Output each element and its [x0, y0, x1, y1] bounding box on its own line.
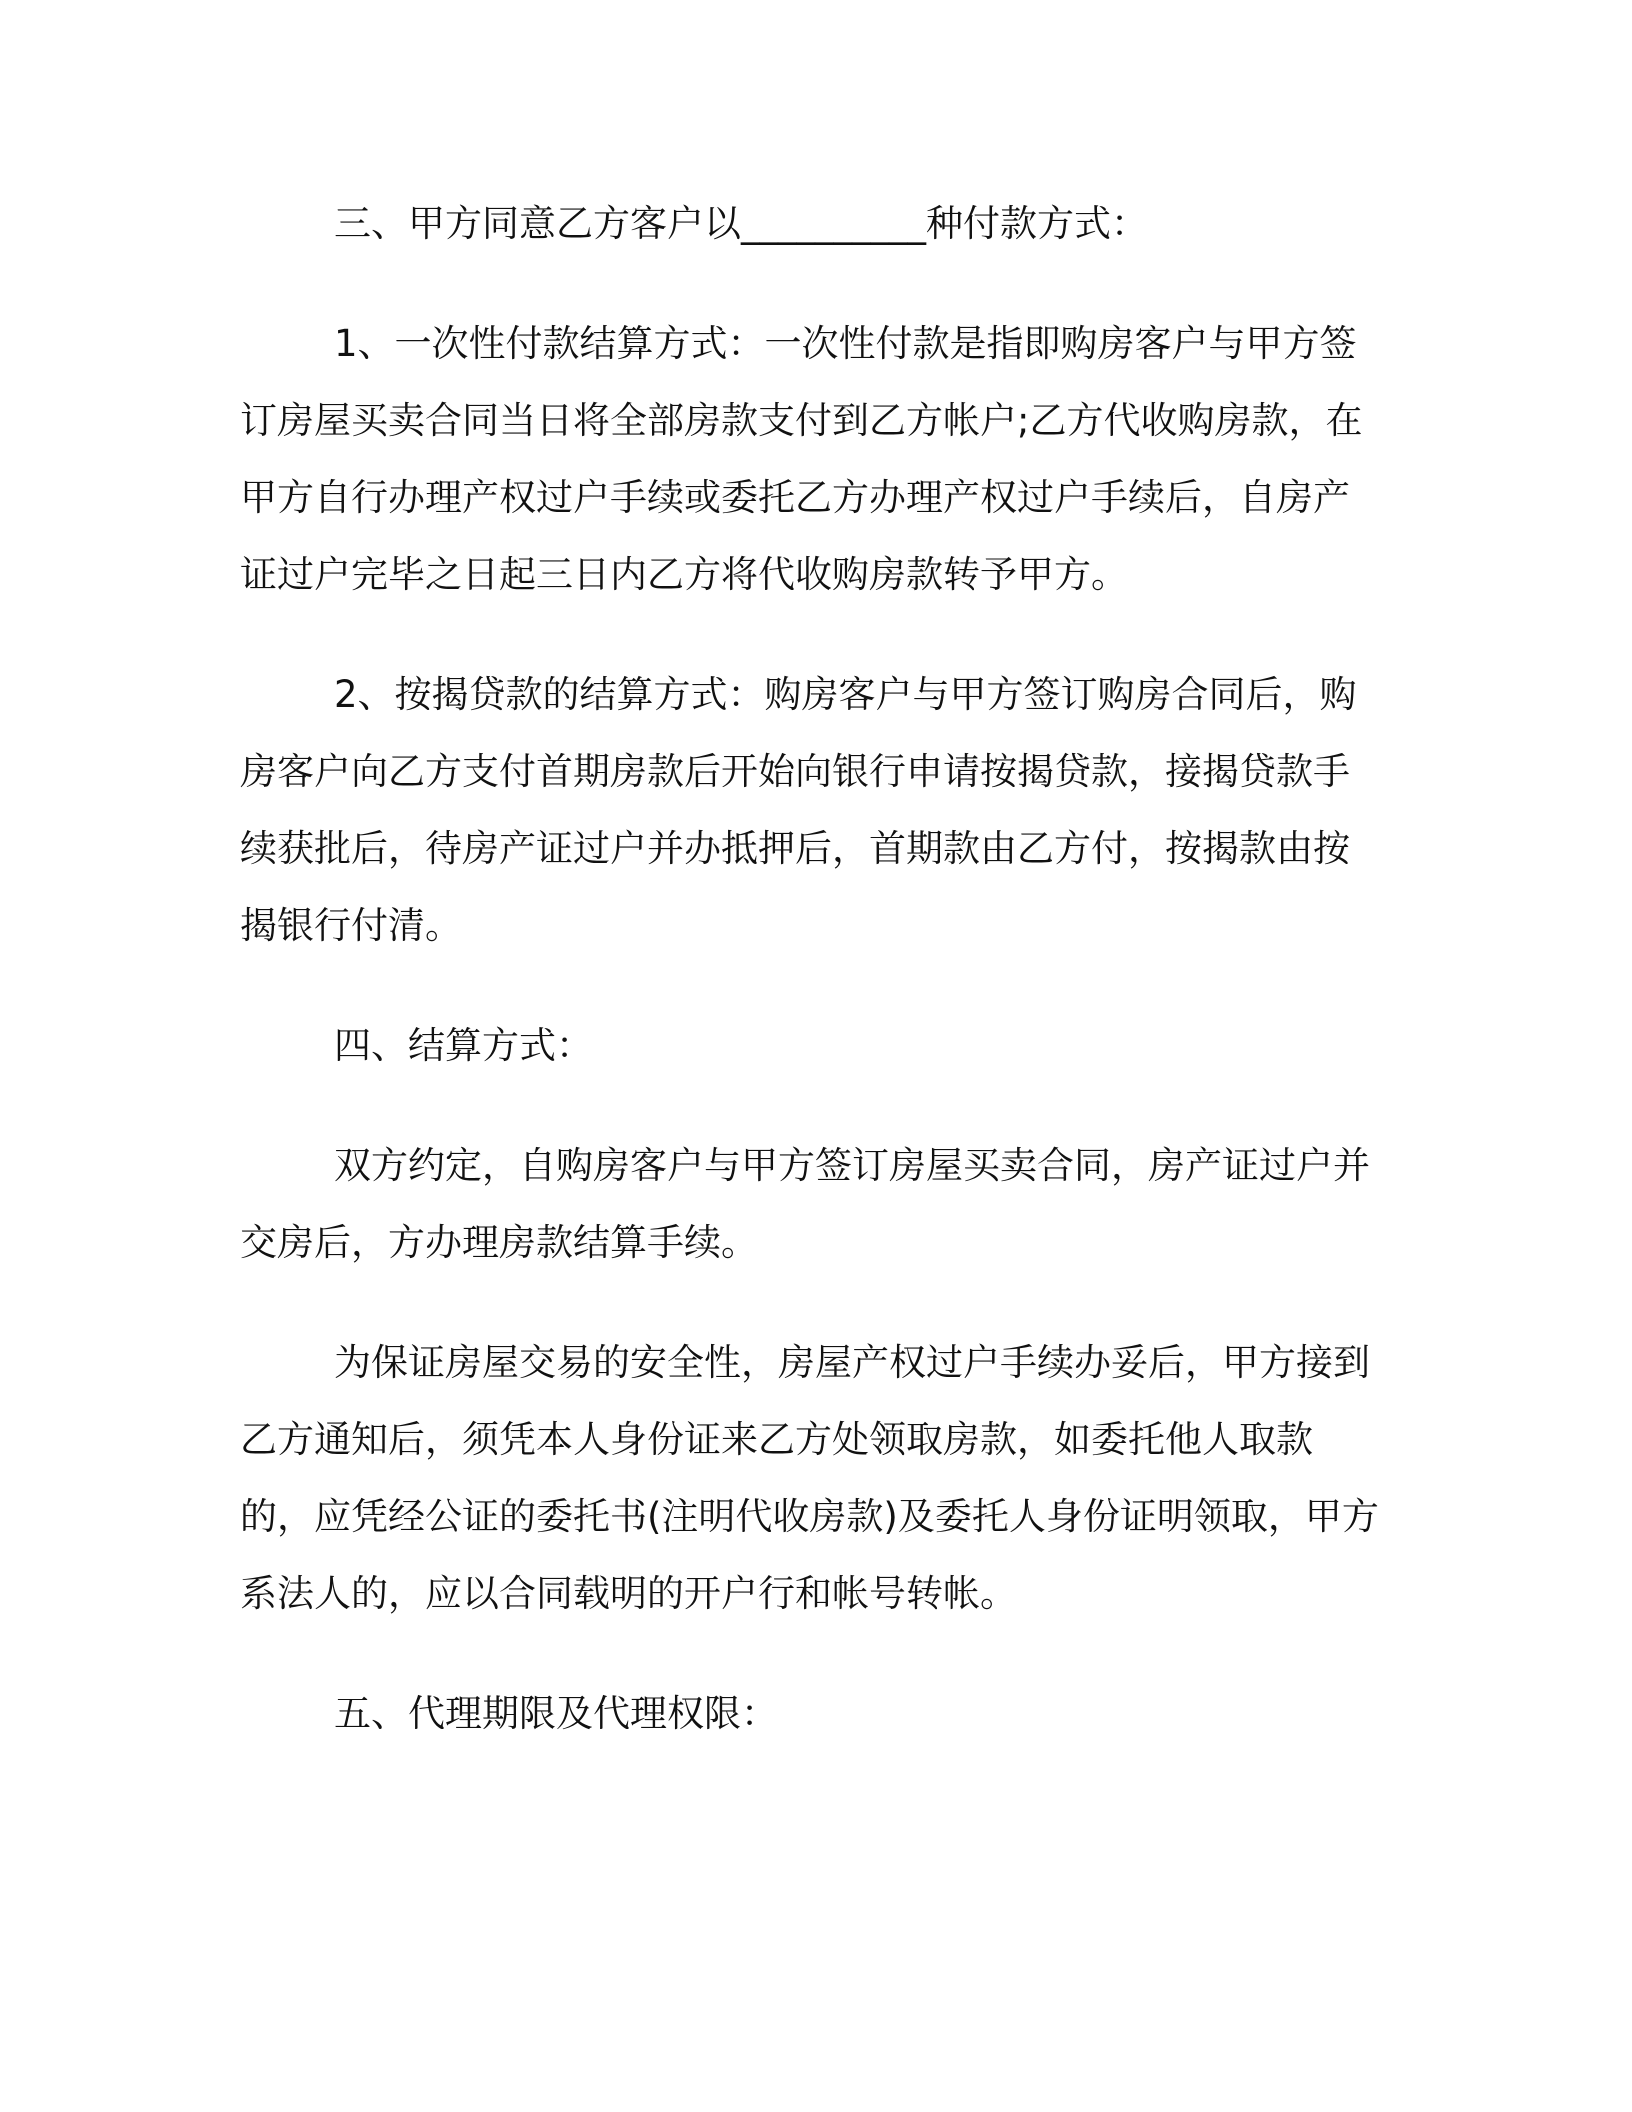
section-four-heading: 四、结算方式：: [334, 1024, 593, 1067]
mortgage-payment-clause: 2、按揭贷款的结算方式：购房客户与甲方签订购房合同后，购房客户向乙方支付首期房款后开始向银行申请按揭贷款，接揭贷款手续获批后，待房产证过户并办抵押后，首期款由乙方付，按揭款由按揭银行付清。: [240, 673, 1357, 947]
section-five-heading: 五、代理期限及代理权限：: [334, 1692, 778, 1735]
document-page: [240, 185, 1380, 1752]
section-three-heading: 三、甲方同意乙方客户以__________种付款方式：: [334, 202, 1148, 245]
transaction-safety-paragraph: 为保证房屋交易的安全性，房屋产权过户手续办妥后，甲方接到乙方通知后，须凭本人身份证来乙方处领取房款，如委托他人取款的，应凭经公证的委托书(注明代收房款)及委托人身份证明领取，甲方系法人的，应以合同载明的开户行和帐号转帐。: [240, 1341, 1379, 1615]
lump-sum-payment-clause: 1、一次性付款结算方式：一次性付款是指即购房客户与甲方签订房屋买卖合同当日将全部房款支付到乙方帐户;乙方代收购房款，在甲方自行办理产权过户手续或委托乙方办理产权过户手续后，自房产证过户完毕之日起三日内乙方将代收购房款转予甲方。: [240, 322, 1363, 596]
settlement-agreement-paragraph: 双方约定，自购房客户与甲方签订房屋买卖合同，房产证过户并交房后，方办理房款结算手续。: [240, 1144, 1370, 1264]
